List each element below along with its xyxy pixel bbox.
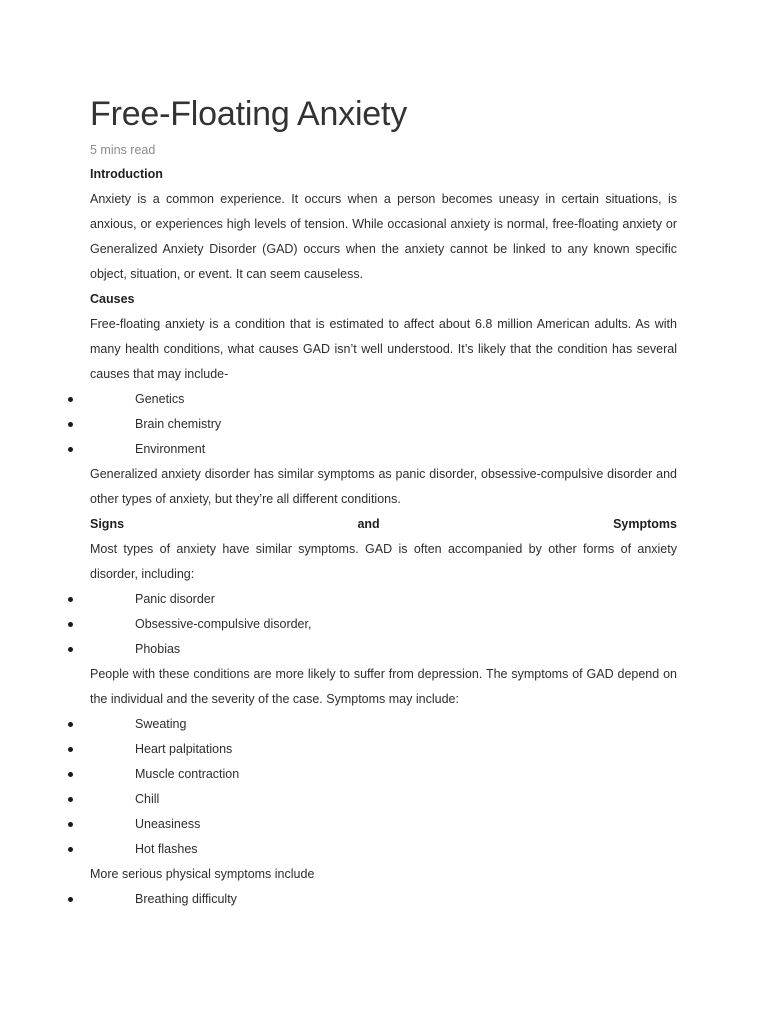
list-item (90, 587, 677, 612)
intro-paragraph: Anxiety is a common experience. It occurs when a person becomes uneasy in certain situations, is anxious, or experiences high levels of tension. While occasional anxiety is normal, free-floating anxiety or Generalized Anxiety Disorder (GAD) occurs when the anxiety cannot be linked to any known specific object, situation, or event. It can seem causeless. (90, 192, 677, 281)
bullet-icon (68, 447, 73, 452)
bullet-icon (68, 847, 73, 852)
section-heading-signs-and-symptoms (90, 512, 677, 537)
list-item-text: Chill (135, 792, 160, 806)
article-title: Free-Floating Anxiety (90, 95, 408, 133)
list-item (90, 412, 677, 437)
list-item-text: Brain chemistry (135, 417, 222, 431)
causes-followup-paragraph: Generalized anxiety disorder has similar symptoms as panic disorder, obsessive-compulsive disorder and other types of anxiety, but they’re all different conditions. (90, 467, 677, 506)
bullet-icon (68, 597, 73, 602)
list-item-text: Obsessive-compulsive disorder, (135, 617, 312, 631)
list-item (90, 612, 677, 637)
list-item-text: Sweating (135, 717, 187, 731)
heading-word: Symptoms (613, 517, 677, 531)
list-item-text: Panic disorder (135, 592, 215, 606)
section-heading-introduction: Introduction (90, 167, 163, 181)
list-item (90, 837, 677, 862)
list-item-text: Heart palpitations (135, 742, 233, 756)
bullet-icon (68, 622, 73, 627)
bullet-icon (68, 747, 73, 752)
serious-symptoms-list (90, 887, 677, 912)
bullet-icon (68, 422, 73, 427)
list-item (90, 812, 677, 837)
list-item-text: Phobias (135, 642, 181, 656)
article-body (90, 162, 677, 912)
disorders-list (90, 587, 677, 662)
list-item-text: Breathing difficulty (135, 892, 237, 906)
list-item-text: Muscle contraction (135, 767, 240, 781)
bullet-icon (68, 722, 73, 727)
list-item (90, 762, 677, 787)
bullet-icon (68, 772, 73, 777)
bullet-icon (68, 822, 73, 827)
list-item (90, 887, 677, 912)
symptoms-list (90, 712, 677, 862)
bullet-icon (68, 647, 73, 652)
heading-word: Signs (90, 517, 125, 531)
section-heading-causes: Causes (90, 292, 135, 306)
list-item (90, 712, 677, 737)
signs-paragraph: Most types of anxiety have similar symptoms. GAD is often accompanied by other forms of anxiety disorder, including: (90, 542, 677, 581)
list-item (90, 737, 677, 762)
bullet-icon (68, 897, 73, 902)
list-item-text: Hot flashes (135, 842, 198, 856)
list-item (90, 637, 677, 662)
causes-list (90, 387, 677, 462)
heading-word: and (357, 517, 380, 531)
list-item-text: Genetics (135, 392, 185, 406)
depression-paragraph: People with these conditions are more likely to suffer from depression. The symptoms of GAD depend on the individual and the severity of the case. Symptoms may include: (90, 667, 677, 706)
list-item (90, 787, 677, 812)
read-time: 5 mins read (90, 143, 156, 157)
causes-paragraph: Free-floating anxiety is a condition that is estimated to affect about 6.8 million American adults. As with many health conditions, what causes GAD isn’t well understood. It’s likely that the condition has several causes that may include- (90, 317, 677, 381)
list-item-text: Environment (135, 442, 206, 456)
bullet-icon (68, 397, 73, 402)
list-item-text: Uneasiness (135, 817, 201, 831)
list-item (90, 437, 677, 462)
list-item (90, 387, 677, 412)
bullet-icon (68, 797, 73, 802)
serious-symptoms-paragraph: More serious physical symptoms include (90, 867, 315, 881)
